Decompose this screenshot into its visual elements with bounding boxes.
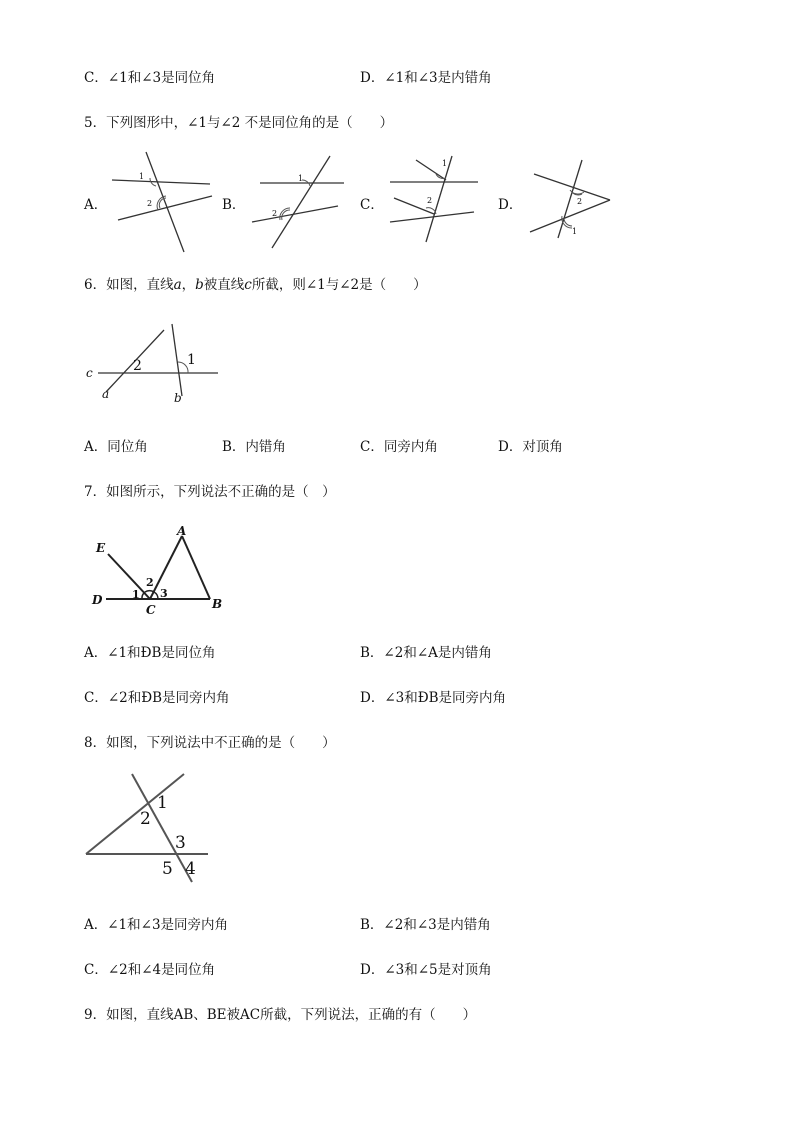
q6-figure — [84, 318, 224, 408]
q6-label-b: b — [174, 391, 182, 405]
q6-option-b: B．内错角 — [222, 439, 286, 455]
q7-label-e: E — [96, 541, 106, 555]
q9-stem: 9．如图，直线AB、BE被AC所截，下列说法，正确的有（ ） — [84, 1007, 477, 1023]
q5-stem: 5．下列图形中，∠1与∠2 不是同位角的是（ ） — [84, 115, 394, 131]
q6-option-d: D．对顶角 — [498, 439, 563, 455]
q7-label-a: A — [177, 524, 187, 538]
q5-label-b: B． — [222, 197, 246, 213]
q5-figure-a — [108, 148, 218, 258]
q5a-angle-1: 1 — [139, 172, 145, 181]
q5b-angle-1: 1 — [298, 174, 304, 183]
q5d-angle-1: 1 — [572, 227, 578, 236]
q4-option-d: D．∠1和∠3是内错角 — [360, 70, 492, 86]
q8-angle-3: 3 — [175, 833, 186, 853]
q5-label-d: D． — [498, 197, 523, 213]
q7-label-b: B — [212, 597, 223, 611]
q7-angle-3: 3 — [160, 587, 168, 600]
q6-label-c: c — [86, 366, 93, 380]
q5c-angle-2: 2 — [427, 196, 433, 205]
q8-angle-2: 2 — [140, 809, 151, 829]
q8-stem: 8．如图，下列说法中不正确的是（ ） — [84, 735, 336, 751]
q6-option-c: C．同旁内角 — [360, 439, 438, 455]
q8-option-b: B．∠2和∠3是内错角 — [360, 917, 491, 933]
q5b-angle-2: 2 — [272, 209, 278, 218]
q7-angle-1: 1 — [132, 588, 140, 601]
q6-label-a: a — [102, 387, 110, 401]
q5c-angle-1: 1 — [442, 159, 448, 168]
q7-stem: 7．如图所示，下列说法不正确的是（ ） — [84, 484, 336, 500]
q7-label-d: D — [92, 593, 103, 607]
q7-figure — [86, 520, 226, 615]
q8-angle-4: 4 — [185, 859, 196, 879]
q5-label-a: A． — [84, 197, 108, 213]
q5-label-c: C． — [360, 197, 384, 213]
q8-angle-5: 5 — [162, 859, 173, 879]
q7-option-a: A．∠1和ÐB是同位角 — [84, 645, 216, 661]
q7-option-b: B．∠2和∠A是内错角 — [360, 645, 492, 661]
q6-angle-2: 2 — [133, 358, 142, 374]
q7-angle-2: 2 — [146, 576, 154, 589]
q8-figure — [84, 768, 214, 888]
q5-figure-d — [524, 156, 616, 241]
q8-option-a: A．∠1和∠3是同旁内角 — [84, 917, 229, 933]
q5a-angle-2: 2 — [147, 199, 153, 208]
q8-angle-1: 1 — [157, 793, 168, 813]
q4-option-c: C．∠1和∠3是同位角 — [84, 70, 216, 86]
q6-option-a: A．同位角 — [84, 439, 148, 455]
q7-option-c: C．∠2和ÐB是同旁内角 — [84, 690, 230, 706]
q5d-angle-2: 2 — [577, 197, 583, 206]
q7-option-d: D．∠3和ÐB是同旁内角 — [360, 690, 507, 706]
q7-label-c: C — [146, 603, 156, 617]
q8-option-c: C．∠2和∠4是同位角 — [84, 962, 216, 978]
q5-figure-b — [246, 150, 356, 250]
q8-option-d: D．∠3和∠5是对顶角 — [360, 962, 492, 978]
q6-stem: 6．如图，直线𝑎，𝑏被直线𝑐所截，则∠1与∠2是（ ） — [84, 277, 427, 293]
q6-angle-1: 1 — [187, 352, 196, 368]
q5-figure-c — [386, 152, 486, 247]
